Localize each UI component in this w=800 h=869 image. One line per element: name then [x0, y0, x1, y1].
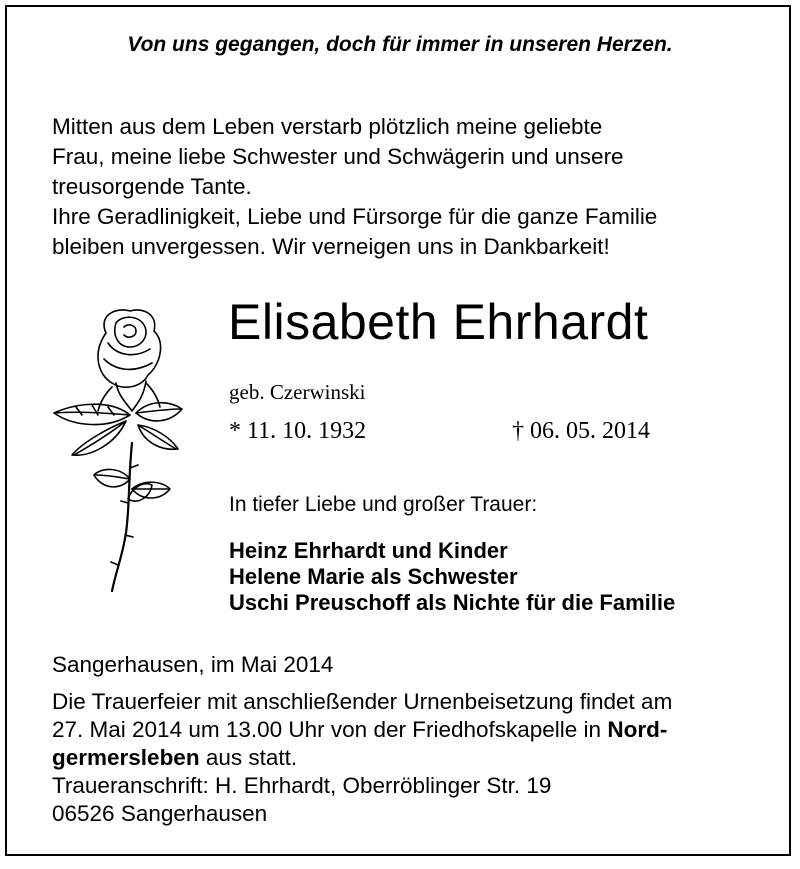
intro-line-5: bleiben unvergessen. Wir verneigen uns in Dankbarkeit! — [52, 234, 610, 259]
funeral-line-2 — [52, 716, 748, 744]
funeral-line-2-text: 27. Mai 2014 um 13.00 Uhr von der Friedhofskapelle in — [52, 717, 608, 742]
mourner-item: Uschi Preuschoff als Nichte für die Familie — [229, 590, 676, 615]
mourning-address: Traueranschrift: H. Ehrhardt, Oberröblinger Str. 19 — [52, 773, 552, 798]
intro-line-2: Frau, meine liebe Schwester und Schwägerin und unsere — [52, 144, 624, 169]
place-date: Sangerhausen, im Mai 2014 — [52, 652, 334, 677]
grief-line: In tiefer Liebe und großer Trauer: — [229, 493, 538, 516]
funeral-info — [52, 688, 748, 828]
intro-line-1: Mitten aus dem Leben verstarb plötzlich meine geliebte — [52, 114, 603, 139]
rose-icon — [46, 303, 186, 593]
death-date: † 06. 05. 2014 — [512, 418, 650, 444]
intro-line-3: treusorgende Tante. — [52, 174, 252, 199]
funeral-line-3 — [52, 744, 748, 772]
mourners-list — [229, 538, 675, 616]
deceased-name: Elisabeth Ehrhardt — [228, 294, 649, 350]
funeral-place-part-1: Nord- — [607, 717, 668, 742]
mourning-city: 06526 Sangerhausen — [52, 801, 268, 826]
funeral-place-part-2: germersleben — [52, 745, 200, 770]
intro-line-4: Ihre Geradlinigkeit, Liebe und Fürsorge für die ganze Familie — [52, 204, 658, 229]
mourner-item: Helene Marie als Schwester — [229, 564, 518, 589]
funeral-line-3-text: aus statt. — [199, 745, 298, 770]
motto: Von uns gegangen, doch für immer in unseren Herzen. — [127, 33, 673, 56]
birth-date: * 11. 10. 1932 — [229, 418, 367, 444]
intro-text — [52, 112, 748, 262]
funeral-line-1: Die Trauerfeier mit anschließender Urnenbeisetzung findet am — [52, 689, 673, 714]
mourner-item: Heinz Ehrhardt und Kinder — [229, 538, 508, 563]
birth-name: geb. Czerwinski — [229, 380, 366, 404]
